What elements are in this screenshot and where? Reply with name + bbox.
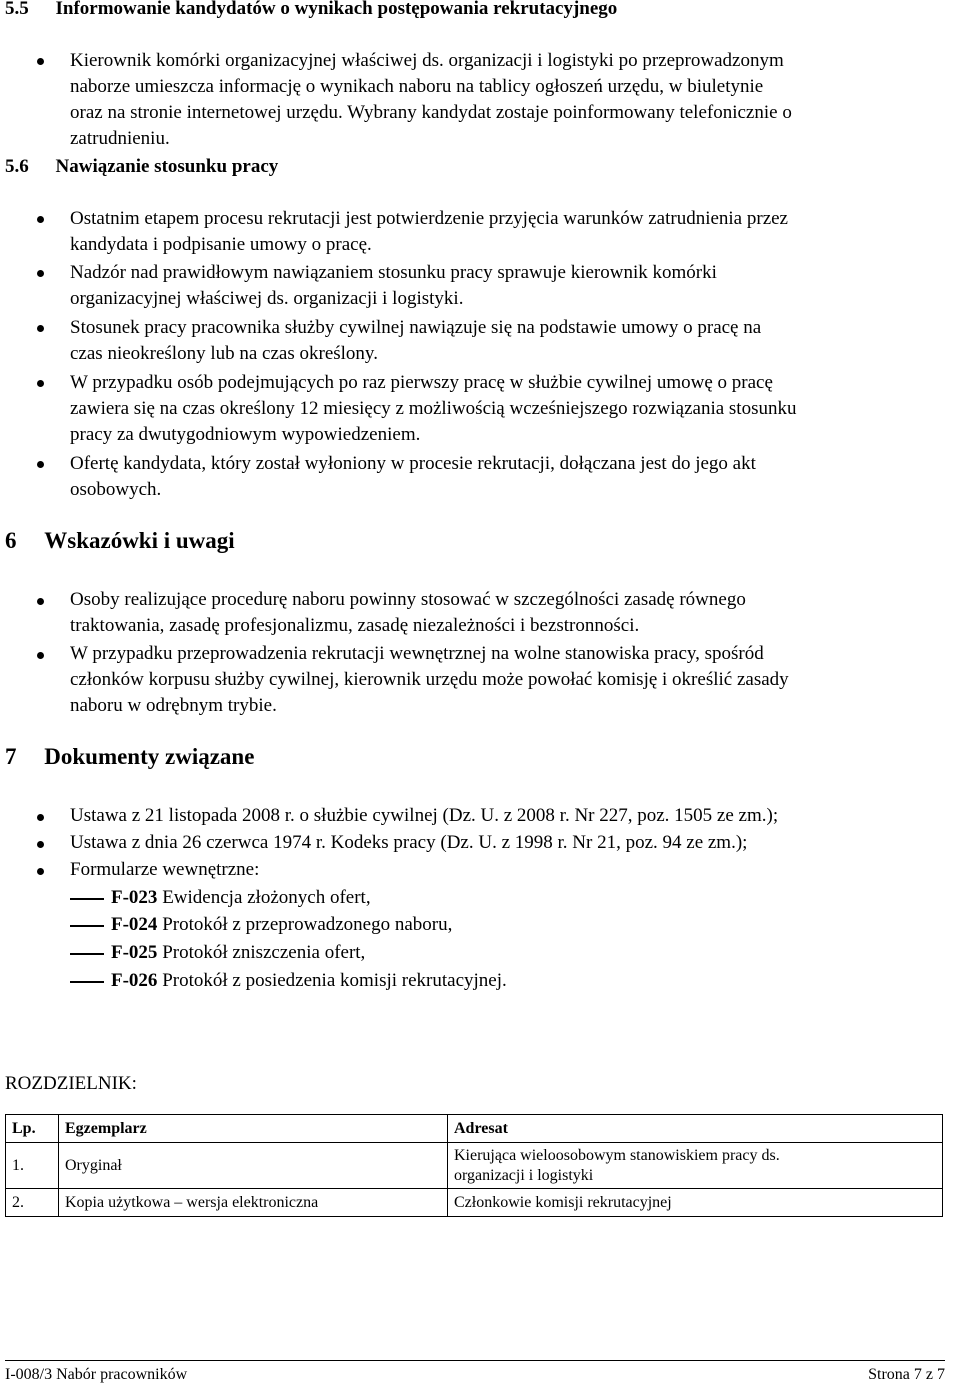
line: Osoby realizujące procedurę naboru powinny stosować w szczególności zasadę równego [70, 589, 746, 610]
list-item: Formularze wewnętrzne: [70, 859, 260, 880]
line: organizacyjnej właściwej ds. organizacji i logistyki. [70, 288, 464, 309]
form-item [111, 885, 371, 911]
bullet-icon [37, 270, 44, 277]
line: Ofertę kandydata, który został wyłoniony w procesie rekrutacji, dołączana jest do jego akt [70, 453, 756, 474]
list-item [70, 641, 942, 719]
form-name: Protokół z posiedzenia komisji rekrutacyjnej. [162, 970, 507, 991]
line: W przypadku przeprowadzenia rekrutacji wewnętrznej na wolne stanowiska pracy, spośród [70, 643, 764, 664]
table-row [6, 1143, 943, 1189]
line: naborze umieszcza informację o wynikach naboru na tablicy ogłoszeń urzędu, w biuletynie [70, 76, 764, 97]
cell-lp: 2. [6, 1189, 59, 1217]
list-item: Ustawa z 21 listopada 2008 r. o służbie cywilnej (Dz. U. z 2008 r. Nr 227, poz. 1505 ze zm.); [70, 805, 779, 826]
distribution-title: ROZDZIELNIK: [5, 1073, 137, 1094]
bullet-icon [37, 461, 44, 468]
list-item [70, 206, 942, 258]
header-egzemplarz: Egzemplarz [59, 1115, 448, 1143]
cell-lp: 1. [6, 1143, 59, 1189]
bullet-icon [37, 868, 44, 875]
line: członków korpusu służby cywilnej, kierownik urzędu może powołać komisję i określić zasady [70, 669, 789, 690]
section-title: Dokumenty związane [44, 744, 255, 769]
form-item [111, 912, 452, 938]
bullet-icon [37, 652, 44, 659]
dash-icon [70, 981, 104, 983]
bullet-icon [37, 814, 44, 821]
section-number: 5.6 [5, 156, 29, 177]
section-number: 6 [5, 528, 17, 553]
bullet-icon [37, 841, 44, 848]
distribution-table [5, 1114, 943, 1217]
line: naboru w odrębnym trybie. [70, 695, 277, 716]
section-number: 7 [5, 744, 17, 769]
header-lp: Lp. [6, 1115, 59, 1143]
table-header-row [6, 1115, 943, 1143]
list-item [70, 370, 942, 448]
line: Stosunek pracy pracownika służby cywilnej nawiązuje się na podstawie umowy o pracę na [70, 317, 762, 338]
adresat-line: organizacji i logistyki [454, 1166, 594, 1184]
cell-egzemplarz: Oryginał [59, 1143, 448, 1189]
line: Nadzór nad prawidłowym nawiązaniem stosunku pracy sprawuje kierownik komórki [70, 262, 717, 283]
form-name: Protokół z przeprowadzonego naboru, [162, 914, 453, 935]
line: Ostatnim etapem procesu rekrutacji jest potwierdzenie przyjęcia warunków zatrudnienia przez [70, 208, 788, 229]
bullet-icon [37, 325, 44, 332]
bullet-icon [37, 598, 44, 605]
list-item [70, 587, 942, 639]
line: Kierownik komórki organizacyjnej właściwej ds. organizacji i logistyki po przeprowadzonym [70, 50, 784, 71]
cell-adresat: Członkowie komisji rekrutacyjnej [448, 1189, 943, 1217]
list-item [70, 315, 942, 367]
line: kandydata i podpisanie umowy o pracę. [70, 234, 372, 255]
line: zatrudnieniu. [70, 128, 170, 149]
bullet-icon [37, 58, 44, 65]
line: pracy za dwutygodniowym wypowiedzeniem. [70, 424, 421, 445]
dash-icon [70, 953, 104, 955]
dash-icon [70, 898, 104, 900]
footer-document-id: I-008/3 Nabór pracowników [5, 1366, 188, 1383]
section-5-6-heading [5, 156, 278, 178]
table-row [6, 1189, 943, 1217]
section-title: Wskazówki i uwagi [44, 528, 235, 553]
line: zawiera się na czas określony 12 miesięcy z możliwością wcześniejszego rozwiązania stosunku [70, 398, 797, 419]
bullet-icon [37, 380, 44, 387]
adresat-line: Kierująca wieloosobowym stanowiskiem pracy ds. [454, 1146, 780, 1164]
section-title: Nawiązanie stosunku pracy [55, 156, 279, 177]
form-code: F-025 [111, 942, 158, 963]
section-6-heading [5, 528, 235, 554]
line: W przypadku osób podejmujących po raz pierwszy pracę w służbie cywilnej umowę o pracę [70, 372, 773, 393]
form-code: F-023 [111, 887, 158, 908]
line: traktowania, zasadę profesjonalizmu, zasadę niezależności i bezstronności. [70, 615, 640, 636]
form-item [111, 968, 507, 994]
bullet-icon [37, 216, 44, 223]
cell-adresat [448, 1143, 943, 1189]
list-item [70, 451, 942, 503]
cell-egzemplarz: Kopia użytkowa – wersja elektroniczna [59, 1189, 448, 1217]
list-item [70, 48, 942, 152]
section-title: Informowanie kandydatów o wynikach postępowania rekrutacyjnego [55, 0, 618, 19]
form-code: F-024 [111, 914, 158, 935]
form-item [111, 940, 365, 966]
section-number: 5.5 [5, 0, 29, 19]
line: osobowych. [70, 479, 162, 500]
footer-divider [5, 1360, 945, 1361]
footer-page-number: Strona 7 z 7 [868, 1366, 945, 1383]
section-5-5-heading [5, 0, 617, 20]
dash-icon [70, 925, 104, 927]
form-name: Ewidencja złożonych ofert, [162, 887, 371, 908]
section-7-heading [5, 744, 254, 770]
list-item: Ustawa z dnia 26 czerwca 1974 r. Kodeks pracy (Dz. U. z 1998 r. Nr 21, poz. 94 ze zm.); [70, 832, 748, 853]
form-code: F-026 [111, 970, 158, 991]
line: oraz na stronie internetowej urzędu. Wybrany kandydat zostaje poinformowany telefonicznie o [70, 102, 792, 123]
list-item [70, 260, 942, 312]
form-name: Protokół zniszczenia ofert, [162, 942, 366, 963]
header-adresat: Adresat [448, 1115, 943, 1143]
line: czas nieokreślony lub na czas określony. [70, 343, 378, 364]
